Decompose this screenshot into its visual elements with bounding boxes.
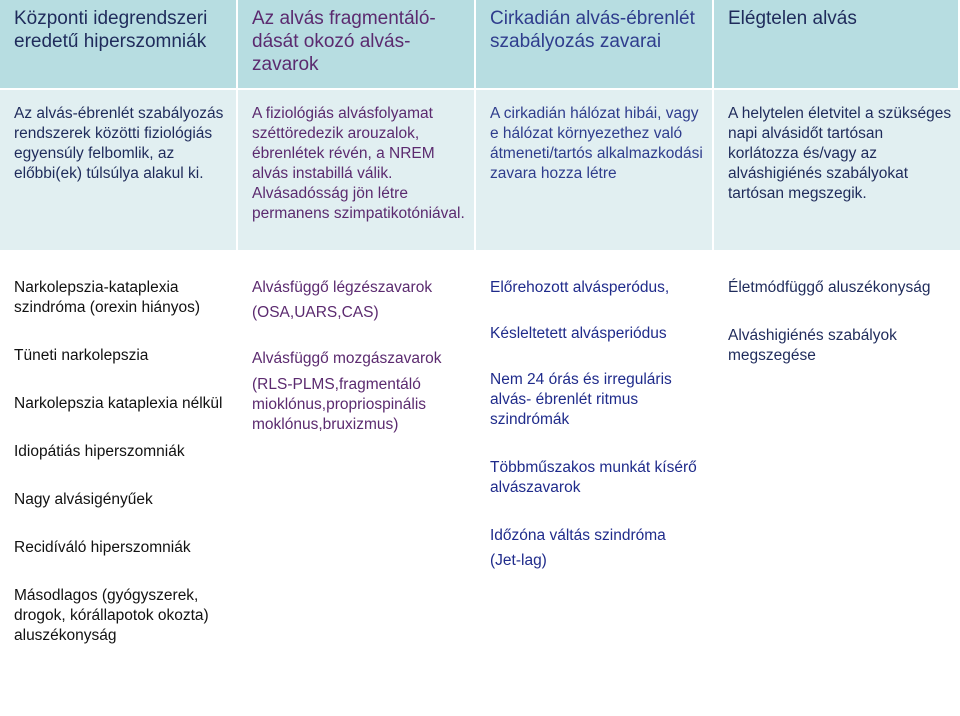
description-insufficient-sleep xyxy=(714,90,960,250)
list-item: Előrehozott alvásperódus, xyxy=(490,279,670,296)
header-title: Elégtelen alvás xyxy=(728,8,857,29)
list-item: Idiopátiás hiperszomniák xyxy=(14,443,185,460)
list-item: Nagy alvásigényűek xyxy=(14,491,153,508)
list-item: Másodlagos (gyógyszerek, drogok, kórállapotok okozta) aluszékonyság xyxy=(14,587,209,644)
description-text: A cirkadián hálózat hibái, vagy e hálózat környezethez való átmeneti/tartós alkalmazkodási zavara hozza létre xyxy=(490,105,703,182)
list-item: (RLS-PLMS,fragmentáló mioklónus,propriospinális moklónus,bruxizmus) xyxy=(252,376,427,433)
header-title: Központi idegrendszeri eredetű hiperszomniák xyxy=(14,8,208,52)
header-insufficient-sleep xyxy=(714,0,960,90)
list-item: Késleltetett alvásperiódus xyxy=(490,325,667,342)
list-item: (OSA,UARS,CAS) xyxy=(252,304,379,321)
header-circadian-disorders xyxy=(476,0,714,90)
list-item: Alvásfüggő légzészavarok xyxy=(252,279,433,296)
description-text: A fiziológiás alvásfolyamat széttöredezik arouzalok, ébrenlétek révén, a NREM alvás instabillá válik. Alvásadósság jön létre permanens szimpatikotóniával. xyxy=(252,105,465,222)
header-fragmentation-disorders xyxy=(238,0,476,90)
list-item: (Jet-lag) xyxy=(490,552,547,569)
header-central-hypersomnias xyxy=(0,0,238,90)
list-item: Narkolepszia-kataplexia szindróma (orexin hiányos) xyxy=(14,279,201,316)
list-item: Narkolepszia kataplexia nélkül xyxy=(14,395,223,412)
header-title: Cirkadián alvás-ébrenlét szabályozás zavarai xyxy=(490,8,695,52)
list-item: Recidíváló hiperszomniák xyxy=(14,539,191,556)
description-circadian-disorders xyxy=(476,90,714,250)
list-central-hypersomnias xyxy=(0,250,238,716)
list-item: Többműszakos munkát kísérő alvászavarok xyxy=(490,459,697,496)
description-central-hypersomnias xyxy=(0,90,238,250)
list-item: Tüneti narkolepszia xyxy=(14,347,149,364)
description-text: A helytelen életvitel a szükséges napi alvásidőt tartósan korlátozza és/vagy az alváshigiénés szabályokat tartósan megszegik. xyxy=(728,105,952,202)
list-fragmentation-disorders xyxy=(238,250,476,716)
list-insufficient-sleep xyxy=(714,250,960,716)
list-item: Alváshigiénés szabályok megszegése xyxy=(728,327,897,364)
description-text: Az alvás-ébrenlét szabályozás rendszerek közötti fiziológiás egyensúly felbomlik, az előbbi(ek) túlsúlya alakul ki. xyxy=(14,105,224,182)
description-fragmentation-disorders xyxy=(238,90,476,250)
list-item: Időzóna váltás szindróma xyxy=(490,527,666,544)
list-item: Alvásfüggő mozgászavarok xyxy=(252,350,442,367)
header-title: Az alvás fragmentáló-dását okozó alvás-zavarok xyxy=(252,8,436,75)
list-item: Életmódfüggő aluszékonyság xyxy=(728,279,931,296)
list-circadian-disorders xyxy=(476,250,714,716)
list-item: Nem 24 órás és irreguláris alvás- ébrenlét ritmus szindrómák xyxy=(490,371,672,428)
